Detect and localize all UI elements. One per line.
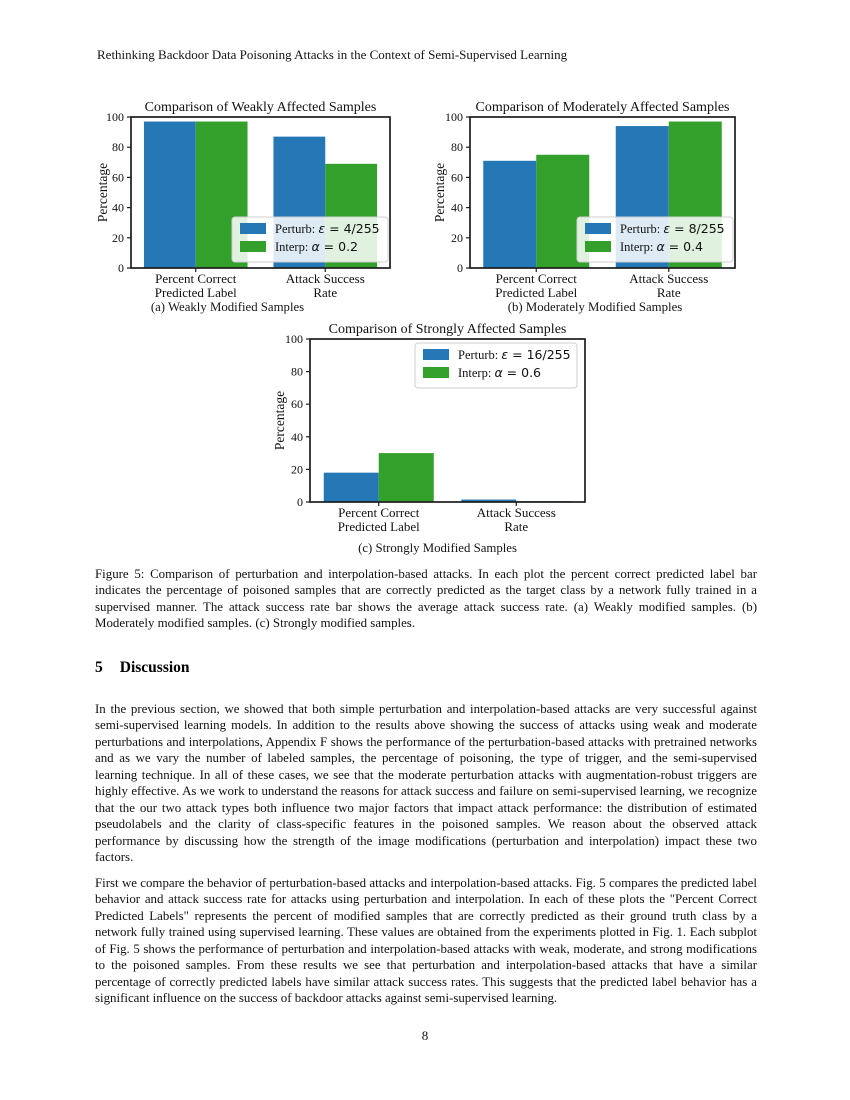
running-head: Rethinking Backdoor Data Poisoning Attacks in the Context of Semi-Supervised Learning <box>97 47 568 62</box>
y-axis-label: Percentage <box>95 162 110 223</box>
svg-text:Percent Correct: Percent Correct <box>155 271 237 286</box>
svg-text:Predicted Label: Predicted Label <box>337 519 420 534</box>
svg-text:20: 20 <box>112 230 124 245</box>
svg-text:Perturb: ε = 4/255: Perturb: ε = 4/255 <box>275 221 380 236</box>
svg-text:Comparison of Weakly Affected: Comparison of Weakly Affected Samples <box>144 100 377 115</box>
bar-strongly-series0-cat0 <box>324 473 379 502</box>
svg-text:100: 100 <box>445 110 463 124</box>
legend-swatch-icon <box>585 223 611 234</box>
svg-text:0: 0 <box>457 261 463 275</box>
svg-text:Predicted Label: Predicted Label <box>495 285 578 300</box>
svg-text:Interp: α = 0.2: Interp: α = 0.2 <box>275 239 359 254</box>
subcaption-a: (a) Weakly Modified Samples <box>150 300 305 314</box>
svg-text:40: 40 <box>291 429 303 444</box>
bar-weakly-series0-cat0 <box>144 122 196 268</box>
svg-text:60: 60 <box>112 170 124 185</box>
svg-text:Attack Success: Attack Success <box>629 271 709 286</box>
bar-chart-weakly-affected <box>95 93 425 303</box>
bar-strongly-series1-cat0 <box>379 453 434 502</box>
legend-swatch-icon <box>423 367 449 378</box>
svg-text:Comparison of Strongly Affecte: Comparison of Strongly Affected Samples <box>328 322 567 337</box>
figure-caption: Figure 5: Comparison of perturbation and interpolation-based attacks. In each plot the percent correct predicted label bar indicates the percentage of poisoned samples that are correctly predicted as the target class by a network fully trained in a supervised manner. The attack success rate bar shows the average attack success rate. (a) Weakly modified samples. (b) Moderately modified samples. (c) Strongly modified samples. <box>95 567 757 630</box>
svg-text:40: 40 <box>112 200 124 215</box>
legend-strongly <box>415 343 577 388</box>
svg-text:Interp: α = 0.6: Interp: α = 0.6 <box>458 365 542 380</box>
y-axis-label: Percentage <box>272 390 287 451</box>
svg-text:Percent Correct: Percent Correct <box>495 271 577 286</box>
bar-chart-strongly-affected <box>270 316 610 541</box>
body-paragraph-2: First we compare the behavior of perturbation-based attacks and interpolation-based attacks. Fig. 5 compares the predicted label behavior and attack success rate for attacks using perturbation and interpolation. In each of these plots the "Percent Correct Predicted Labels" represents the percent of modified samples that are correctly predicted as their ground truth class by a network fully trained using supervised learning. These values are obtained from the experiments plotted in Fig. 1. Each subplot of Fig. 5 shows the performance of perturbation and interpolation-based attacks with weak, moderate, and strong modifications to the poisoned samples. From these results we see that perturbation and interpolation-based attacks that have a similar percentage of correctly predicted labels have similar attack success rates. This suggests that the predicted label behavior has a significant influence on the success of backdoor attacks against semi-supervised learning. <box>95 876 757 1006</box>
svg-text:80: 80 <box>291 364 303 379</box>
svg-text:Percent Correct: Percent Correct <box>338 505 420 520</box>
svg-text:Rate: Rate <box>313 285 338 300</box>
svg-text:Rate: Rate <box>656 285 681 300</box>
section-heading <box>95 659 190 677</box>
svg-text:100: 100 <box>106 110 124 124</box>
legend-swatch-icon <box>585 241 611 252</box>
legend-weakly <box>232 217 388 262</box>
legend-swatch-icon <box>423 349 449 360</box>
y-axis-label: Percentage <box>432 162 447 223</box>
bar-moderately-series0-cat0 <box>483 161 536 268</box>
page-number: 8 <box>421 1028 429 1043</box>
section-title: Discussion <box>119 659 190 676</box>
svg-text:Comparison of Moderately Affec: Comparison of Moderately Affected Samples <box>475 100 730 115</box>
svg-text:Rate: Rate <box>504 519 529 534</box>
svg-text:60: 60 <box>291 397 303 412</box>
svg-text:0: 0 <box>118 261 124 275</box>
bar-chart-moderately-affected <box>430 93 760 303</box>
svg-text:Perturb: ε = 8/255: Perturb: ε = 8/255 <box>620 221 725 236</box>
svg-text:20: 20 <box>451 230 463 245</box>
svg-text:40: 40 <box>451 200 463 215</box>
legend-swatch-icon <box>240 223 266 234</box>
subcaption-b: (b) Moderately Modified Samples <box>507 300 683 314</box>
svg-text:20: 20 <box>291 462 303 477</box>
svg-text:Attack Success: Attack Success <box>285 271 365 286</box>
subcaption-c: (c) Strongly Modified Samples <box>358 541 517 555</box>
body-paragraph-1: In the previous section, we showed that both simple perturbation and interpolation-based attacks are very successful against semi-supervised learning models. In addition to the results above showing the success of attacks using weak and moderate perturbations and interpolations, Appendix F shows the performance of the perturbation-based attacks with pretrained networks and as we vary the number of labeled samples, the percentage of poisoning, the type of trigger, and the semi-supervised learning technique. In all of these cases, we see that the moderate perturbation attacks with augmentation-robust triggers are highly effective. As we work to understand the reasons for attack success and failure on semi-supervised learning, we recognize that the our two attack types both influence two major factors that impact attack performance: the distribution of estimated pseudolabels and the clarity of class-specific features in the poisoned samples. We reason about the observed attack performance by discussing how the strength of the image modifications (perturbation and interpolation) impact these two factors. <box>95 702 757 865</box>
svg-text:80: 80 <box>112 140 124 155</box>
svg-text:Perturb: ε = 16/255: Perturb: ε = 16/255 <box>458 347 571 362</box>
legend-moderately <box>577 217 733 262</box>
svg-text:60: 60 <box>451 170 463 185</box>
svg-text:100: 100 <box>285 332 303 346</box>
svg-text:0: 0 <box>297 495 303 509</box>
legend-swatch-icon <box>240 241 266 252</box>
svg-text:Interp: α = 0.4: Interp: α = 0.4 <box>620 239 704 254</box>
svg-text:Predicted Label: Predicted Label <box>154 285 237 300</box>
svg-text:80: 80 <box>451 140 463 155</box>
section-number: 5 <box>95 659 103 676</box>
svg-text:Attack Success: Attack Success <box>476 505 556 520</box>
